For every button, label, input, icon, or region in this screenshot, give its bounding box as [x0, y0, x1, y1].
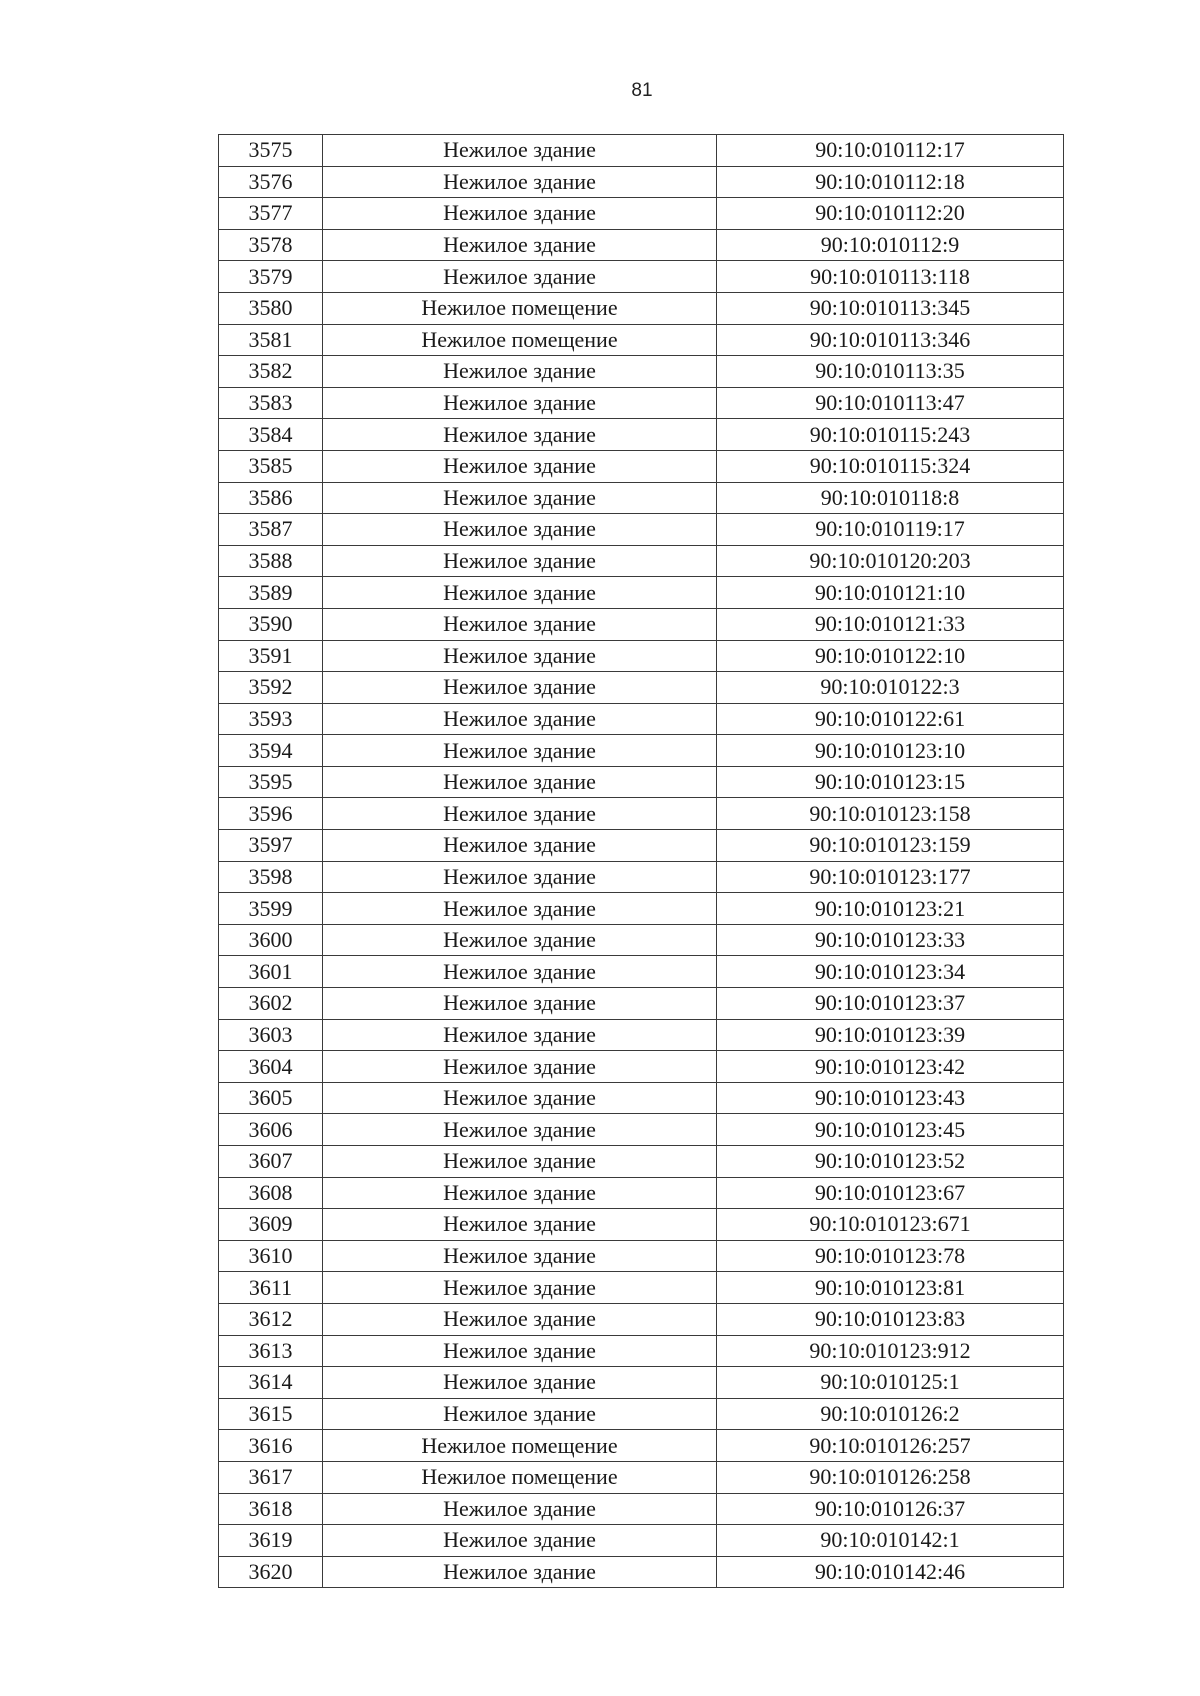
- property-type-cell: Нежилое здание: [323, 766, 717, 798]
- table-row: [219, 830, 1064, 862]
- row-number-cell: 3583: [219, 387, 323, 419]
- page-number: 81: [631, 80, 653, 101]
- cadastral-number-cell: 90:10:010121:33: [717, 608, 1064, 640]
- cadastral-number-cell: 90:10:010126:2: [717, 1398, 1064, 1430]
- table-row: [219, 387, 1064, 419]
- property-type-cell: Нежилое здание: [323, 450, 717, 482]
- cadastral-number-cell: 90:10:010113:345: [717, 292, 1064, 324]
- cadastral-number-cell: 90:10:010123:912: [717, 1335, 1064, 1367]
- cadastral-number-cell: 90:10:010121:10: [717, 577, 1064, 609]
- row-number-cell: 3598: [219, 861, 323, 893]
- property-type-cell: Нежилое здание: [323, 1082, 717, 1114]
- property-type-cell: Нежилое здание: [323, 1556, 717, 1588]
- property-type-cell: Нежилое здание: [323, 198, 717, 230]
- cadastral-number-cell: 90:10:010112:20: [717, 198, 1064, 230]
- cadastral-number-cell: 90:10:010122:3: [717, 672, 1064, 704]
- cadastral-number-cell: 90:10:010115:324: [717, 450, 1064, 482]
- cadastral-number-cell: 90:10:010123:78: [717, 1240, 1064, 1272]
- row-number-cell: 3611: [219, 1272, 323, 1304]
- table-row: [219, 1082, 1064, 1114]
- row-number-cell: 3587: [219, 514, 323, 546]
- property-type-cell: Нежилое здание: [323, 893, 717, 925]
- cadastral-number-cell: 90:10:010123:671: [717, 1209, 1064, 1241]
- cadastral-number-cell: 90:10:010113:35: [717, 356, 1064, 388]
- cadastral-number-cell: 90:10:010122:61: [717, 703, 1064, 735]
- table-row: [219, 1335, 1064, 1367]
- table-row: [219, 608, 1064, 640]
- property-type-cell: Нежилое здание: [323, 1240, 717, 1272]
- cadastral-number-cell: 90:10:010118:8: [717, 482, 1064, 514]
- table-row: [219, 1430, 1064, 1462]
- row-number-cell: 3609: [219, 1209, 323, 1241]
- property-type-cell: Нежилое помещение: [323, 292, 717, 324]
- row-number-cell: 3592: [219, 672, 323, 704]
- table-row: [219, 1019, 1064, 1051]
- row-number-cell: 3579: [219, 261, 323, 293]
- cadastral-number-cell: 90:10:010123:39: [717, 1019, 1064, 1051]
- cadastral-number-cell: 90:10:010112:18: [717, 166, 1064, 198]
- table-row: [219, 1051, 1064, 1083]
- cadastral-number-cell: 90:10:010123:159: [717, 830, 1064, 862]
- cadastral-number-cell: 90:10:010142:1: [717, 1525, 1064, 1557]
- cadastral-number-cell: 90:10:010113:47: [717, 387, 1064, 419]
- property-type-cell: Нежилое здание: [323, 608, 717, 640]
- cadastral-number-cell: 90:10:010126:257: [717, 1430, 1064, 1462]
- row-number-cell: 3578: [219, 229, 323, 261]
- row-number-cell: 3596: [219, 798, 323, 830]
- property-type-cell: Нежилое здание: [323, 1177, 717, 1209]
- property-type-cell: Нежилое здание: [323, 1019, 717, 1051]
- table-row: [219, 988, 1064, 1020]
- table-row: [219, 514, 1064, 546]
- table-row: [219, 672, 1064, 704]
- table-row: [219, 261, 1064, 293]
- property-type-cell: Нежилое здание: [323, 1398, 717, 1430]
- row-number-cell: 3582: [219, 356, 323, 388]
- cadastral-number-cell: 90:10:010113:118: [717, 261, 1064, 293]
- table-row: [219, 956, 1064, 988]
- cadastral-number-cell: 90:10:010123:83: [717, 1303, 1064, 1335]
- row-number-cell: 3615: [219, 1398, 323, 1430]
- property-type-cell: Нежилое здание: [323, 1525, 717, 1557]
- property-registry-table: [218, 134, 1064, 1588]
- table-row: [219, 1209, 1064, 1241]
- property-type-cell: Нежилое здание: [323, 1146, 717, 1178]
- table-row: [219, 924, 1064, 956]
- property-type-cell: Нежилое здание: [323, 1335, 717, 1367]
- row-number-cell: 3594: [219, 735, 323, 767]
- registry-table-body: [219, 135, 1064, 1588]
- table-row: [219, 766, 1064, 798]
- row-number-cell: 3597: [219, 830, 323, 862]
- cadastral-number-cell: 90:10:010112:17: [717, 135, 1064, 167]
- row-number-cell: 3606: [219, 1114, 323, 1146]
- property-type-cell: Нежилое здание: [323, 830, 717, 862]
- table-row: [219, 450, 1064, 482]
- row-number-cell: 3608: [219, 1177, 323, 1209]
- table-row: [219, 798, 1064, 830]
- row-number-cell: 3576: [219, 166, 323, 198]
- property-type-cell: Нежилое здание: [323, 1303, 717, 1335]
- table-row: [219, 1367, 1064, 1399]
- property-type-cell: Нежилое здание: [323, 703, 717, 735]
- property-type-cell: Нежилое здание: [323, 956, 717, 988]
- row-number-cell: 3590: [219, 608, 323, 640]
- table-row: [219, 356, 1064, 388]
- cadastral-number-cell: 90:10:010123:43: [717, 1082, 1064, 1114]
- row-number-cell: 3589: [219, 577, 323, 609]
- property-type-cell: Нежилое здание: [323, 482, 717, 514]
- cadastral-number-cell: 90:10:010123:37: [717, 988, 1064, 1020]
- table-row: [219, 1177, 1064, 1209]
- table-row: [219, 324, 1064, 356]
- row-number-cell: 3616: [219, 1430, 323, 1462]
- property-type-cell: Нежилое здание: [323, 545, 717, 577]
- row-number-cell: 3586: [219, 482, 323, 514]
- row-number-cell: 3600: [219, 924, 323, 956]
- row-number-cell: 3599: [219, 893, 323, 925]
- row-number-cell: 3575: [219, 135, 323, 167]
- table-row: [219, 861, 1064, 893]
- table-row: [219, 198, 1064, 230]
- table-row: [219, 893, 1064, 925]
- row-number-cell: 3603: [219, 1019, 323, 1051]
- row-number-cell: 3613: [219, 1335, 323, 1367]
- cadastral-number-cell: 90:10:010123:52: [717, 1146, 1064, 1178]
- table-row: [219, 1398, 1064, 1430]
- property-type-cell: Нежилое здание: [323, 924, 717, 956]
- table-row: [219, 577, 1064, 609]
- property-type-cell: Нежилое помещение: [323, 1461, 717, 1493]
- cadastral-number-cell: 90:10:010119:17: [717, 514, 1064, 546]
- table-row: [219, 419, 1064, 451]
- property-type-cell: Нежилое здание: [323, 166, 717, 198]
- row-number-cell: 3591: [219, 640, 323, 672]
- property-type-cell: Нежилое здание: [323, 261, 717, 293]
- row-number-cell: 3602: [219, 988, 323, 1020]
- row-number-cell: 3585: [219, 450, 323, 482]
- property-type-cell: Нежилое здание: [323, 988, 717, 1020]
- table-row: [219, 1493, 1064, 1525]
- row-number-cell: 3614: [219, 1367, 323, 1399]
- cadastral-number-cell: 90:10:010122:10: [717, 640, 1064, 672]
- row-number-cell: 3605: [219, 1082, 323, 1114]
- table-row: [219, 1303, 1064, 1335]
- cadastral-number-cell: 90:10:010115:243: [717, 419, 1064, 451]
- cadastral-number-cell: 90:10:010123:67: [717, 1177, 1064, 1209]
- property-type-cell: Нежилое здание: [323, 229, 717, 261]
- row-number-cell: 3610: [219, 1240, 323, 1272]
- table-row: [219, 229, 1064, 261]
- row-number-cell: 3619: [219, 1525, 323, 1557]
- row-number-cell: 3601: [219, 956, 323, 988]
- row-number-cell: 3612: [219, 1303, 323, 1335]
- table-row: [219, 166, 1064, 198]
- property-type-cell: Нежилое здание: [323, 135, 717, 167]
- table-row: [219, 1461, 1064, 1493]
- property-type-cell: Нежилое здание: [323, 861, 717, 893]
- table-row: [219, 1240, 1064, 1272]
- table-row: [219, 545, 1064, 577]
- cadastral-number-cell: 90:10:010123:45: [717, 1114, 1064, 1146]
- cadastral-number-cell: 90:10:010123:33: [717, 924, 1064, 956]
- cadastral-number-cell: 90:10:010113:346: [717, 324, 1064, 356]
- property-type-cell: Нежилое здание: [323, 672, 717, 704]
- cadastral-number-cell: 90:10:010123:21: [717, 893, 1064, 925]
- property-type-cell: Нежилое здание: [323, 735, 717, 767]
- property-type-cell: Нежилое здание: [323, 356, 717, 388]
- row-number-cell: 3618: [219, 1493, 323, 1525]
- property-type-cell: Нежилое здание: [323, 640, 717, 672]
- property-type-cell: Нежилое помещение: [323, 1430, 717, 1462]
- table-row: [219, 1272, 1064, 1304]
- cadastral-number-cell: 90:10:010142:46: [717, 1556, 1064, 1588]
- table-row: [219, 135, 1064, 167]
- property-type-cell: Нежилое здание: [323, 798, 717, 830]
- row-number-cell: 3604: [219, 1051, 323, 1083]
- table-row: [219, 1146, 1064, 1178]
- cadastral-number-cell: 90:10:010125:1: [717, 1367, 1064, 1399]
- row-number-cell: 3595: [219, 766, 323, 798]
- cadastral-number-cell: 90:10:010123:81: [717, 1272, 1064, 1304]
- table-row: [219, 1525, 1064, 1557]
- cadastral-number-cell: 90:10:010123:10: [717, 735, 1064, 767]
- property-type-cell: Нежилое здание: [323, 577, 717, 609]
- table-row: [219, 703, 1064, 735]
- cadastral-number-cell: 90:10:010123:177: [717, 861, 1064, 893]
- table-row: [219, 1556, 1064, 1588]
- table-row: [219, 482, 1064, 514]
- cadastral-number-cell: 90:10:010123:42: [717, 1051, 1064, 1083]
- property-type-cell: Нежилое здание: [323, 1493, 717, 1525]
- table-row: [219, 292, 1064, 324]
- property-type-cell: Нежилое здание: [323, 387, 717, 419]
- row-number-cell: 3617: [219, 1461, 323, 1493]
- property-type-cell: Нежилое здание: [323, 1367, 717, 1399]
- row-number-cell: 3620: [219, 1556, 323, 1588]
- cadastral-number-cell: 90:10:010123:158: [717, 798, 1064, 830]
- cadastral-number-cell: 90:10:010112:9: [717, 229, 1064, 261]
- row-number-cell: 3581: [219, 324, 323, 356]
- row-number-cell: 3577: [219, 198, 323, 230]
- table-row: [219, 735, 1064, 767]
- cadastral-number-cell: 90:10:010123:15: [717, 766, 1064, 798]
- property-type-cell: Нежилое здание: [323, 419, 717, 451]
- property-type-cell: Нежилое здание: [323, 514, 717, 546]
- row-number-cell: 3607: [219, 1146, 323, 1178]
- table-row: [219, 1114, 1064, 1146]
- property-type-cell: Нежилое помещение: [323, 324, 717, 356]
- row-number-cell: 3580: [219, 292, 323, 324]
- cadastral-number-cell: 90:10:010120:203: [717, 545, 1064, 577]
- property-type-cell: Нежилое здание: [323, 1051, 717, 1083]
- cadastral-number-cell: 90:10:010123:34: [717, 956, 1064, 988]
- row-number-cell: 3584: [219, 419, 323, 451]
- cadastral-number-cell: 90:10:010126:37: [717, 1493, 1064, 1525]
- row-number-cell: 3588: [219, 545, 323, 577]
- cadastral-number-cell: 90:10:010126:258: [717, 1461, 1064, 1493]
- property-type-cell: Нежилое здание: [323, 1114, 717, 1146]
- property-type-cell: Нежилое здание: [323, 1209, 717, 1241]
- property-type-cell: Нежилое здание: [323, 1272, 717, 1304]
- table-row: [219, 640, 1064, 672]
- row-number-cell: 3593: [219, 703, 323, 735]
